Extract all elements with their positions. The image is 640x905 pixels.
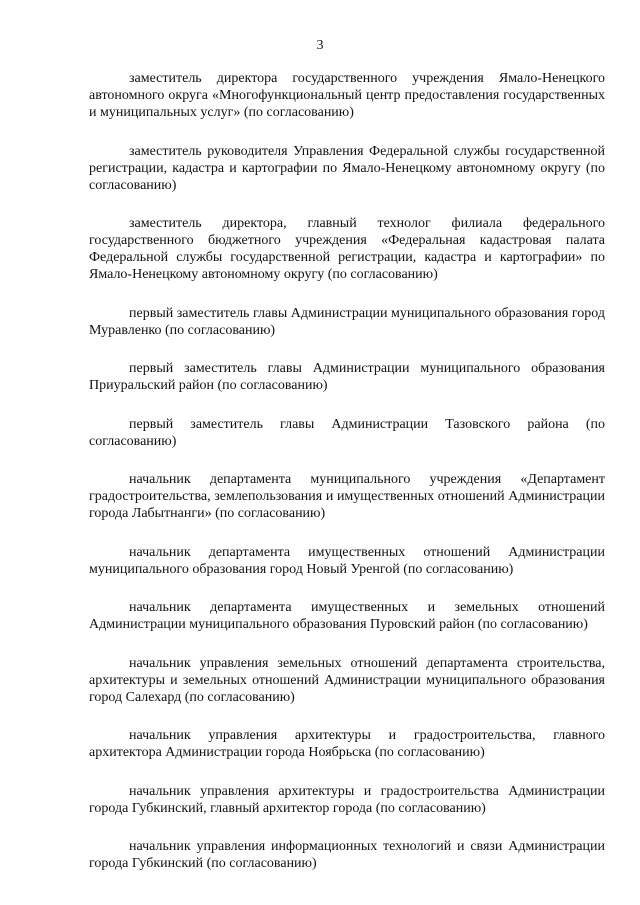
list-item: заместитель директора, главный технолог филиала федерального государственного бюджетного учреждения «Федеральная кадастровая палата Федеральной службы государственной регистрации, кадастра и картографии» по Ямало-Ненецкому автономному округу (по согласованию): [89, 216, 605, 282]
list-item: начальник департамента муниципального учреждения «Департамент градостроительства, землепользования и имущественных отношений Администрации города Лабытнанги» (по согласованию): [89, 472, 605, 521]
list-item: первый заместитель главы Администрации муниципального образования город Муравленко (по согласованию): [89, 305, 605, 338]
list-item: заместитель директора государственного учреждения Ямало-Ненецкого автономного округа «Многофункциональный центр предоставления государственных и муниципальных услуг» (по согласованию): [89, 71, 605, 120]
list-item: начальник департамента имущественных и земельных отношений Администрации муниципального образования Пуровский район (по согласованию): [89, 600, 605, 632]
member-list: [89, 70, 605, 894]
page-number: 3: [316, 38, 324, 53]
list-item: первый заместитель главы Администрации муниципального образования Приуральский район (по согласованию): [89, 361, 605, 393]
list-item: заместитель руководителя Управления Федеральной службы государственной регистрации, кадастра и картографии по Ямало-Ненецкому автономному округу (по согласованию): [89, 143, 605, 193]
list-item: начальник департамента имущественных отношений Администрации муниципального образования город Новый Уренгой (по согласованию): [89, 544, 605, 577]
list-item: начальник управления архитектуры и градостроительства Администрации города Губкинский, главный архитектор города (по согласованию): [89, 783, 605, 816]
list-item: начальник управления земельных отношений департамента строительства, архитектуры и земельных отношений Администрации муниципального образования город Салехард (по согласованию): [89, 655, 605, 705]
list-item: первый заместитель главы Администрации Тазовского района (по согласованию): [89, 416, 605, 449]
list-item: начальник управления архитектуры и градостроительства, главного архитектора Администрации города Ноябрьска (по согласованию): [89, 728, 605, 760]
list-item: начальник управления информационных технологий и связи Администрации города Губкинский (по согласованию): [89, 839, 605, 871]
